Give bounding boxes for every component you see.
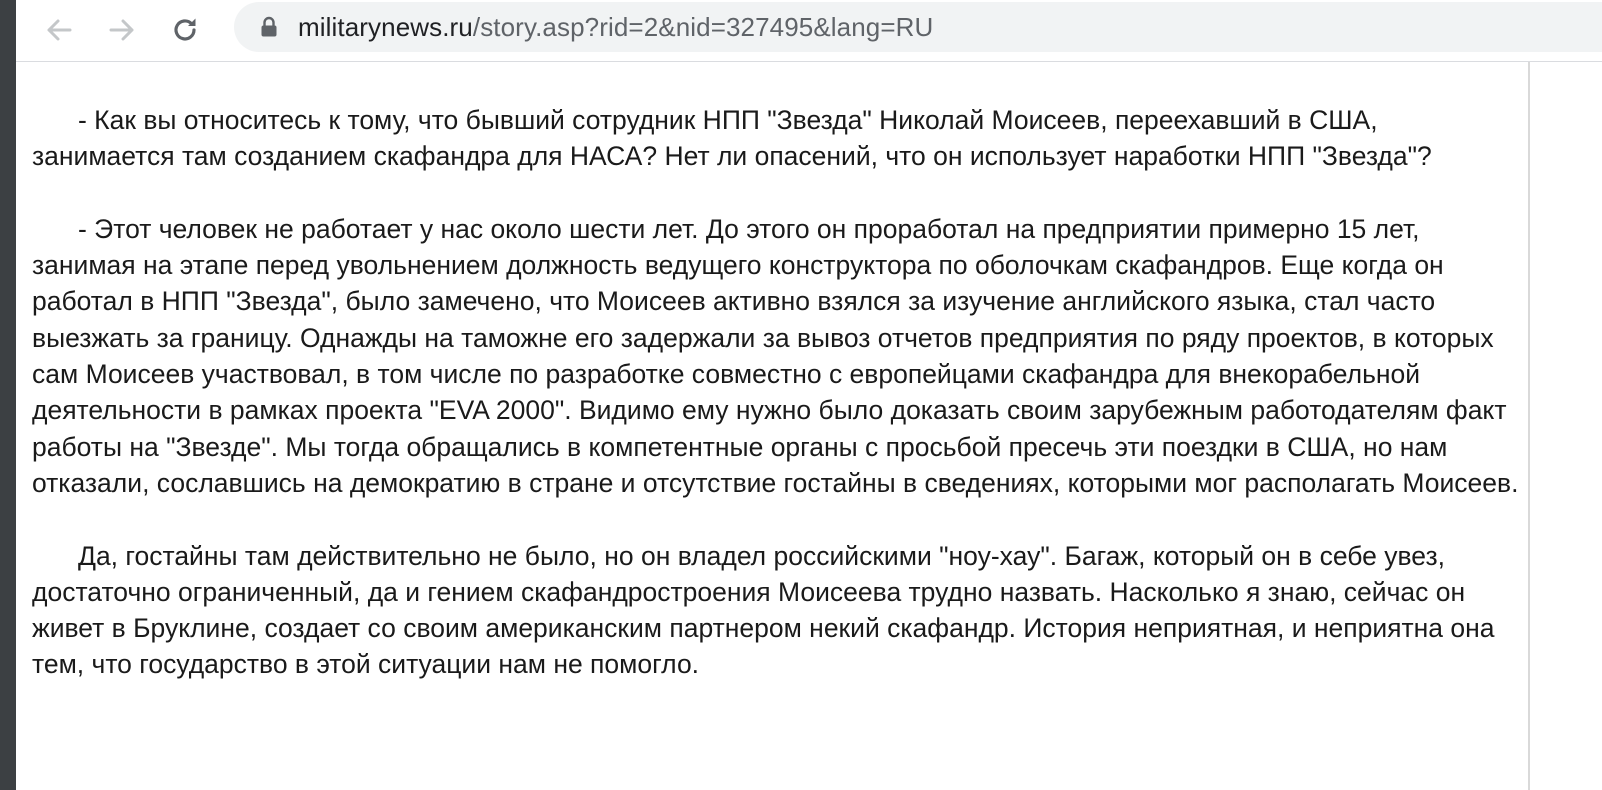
- article-body: [32, 102, 1522, 719]
- forward-button[interactable]: [103, 11, 141, 49]
- reload-button[interactable]: [166, 11, 204, 49]
- reload-icon: [169, 14, 201, 46]
- arrow-right-icon: [107, 15, 137, 45]
- article-paragraph-continuation: Да, гостайны там действительно не было, но он владел российскими "ноу-хау". Багаж, который он в себе увез, достаточно ограниченный, да и гением скафандростроения Моисеева трудно назвать. Насколько я знаю, сейчас он живет в Бруклине, создает со своим американским партнером некий скафандр. История неприятная, и неприятна она тем, что государство в этой ситуации нам не помогло.: [32, 540, 1495, 680]
- url-path: /story.asp?rid=2&nid=327495&lang=RU: [472, 11, 934, 42]
- lock-icon[interactable]: [260, 16, 278, 38]
- article-paragraph-answer: - Этот человек не работает у нас около шести лет. До этого он проработал на предприятии примерно 15 лет, занимая на этапе перед увольнением должность ведущего конструктора по оболочкам скафандров. Еще когда он работал в НПП "Звезда", было замечено, что Моисеев активно взялся за изучение английского языка, стал часто выезжать за границу. Однажды на таможне его задержали за вывоз отчетов предприятия по ряду проектов, в которых сам Моисеев участвовал, в том числе по разработке совместно с европейцами скафандра для внекорабельной деятельности в рамках проекта "EVA 2000". Видимо ему нужно было доказать своим зарубежным работодателям факт работы на "Звезде". Мы тогда обращались в компетентные органы с просьбой пресечь эти поездки в США, но нам отказали, сославшись на демократию в стране и отсутствие гостайны в сведениях, которыми мог располагать Моисеев.: [32, 213, 1519, 498]
- article-paragraph-question: - Как вы относитесь к тому, что бывший сотрудник НПП "Звезда" Николай Моисеев, переехавший в США, занимается там созданием скафандра для НАСА? Нет ли опасений, что он использует наработки НПП "Звезда"?: [32, 105, 1432, 172]
- browser-toolbar: [16, 0, 1602, 62]
- url-host: militarynews.ru: [298, 11, 473, 42]
- back-button[interactable]: [40, 11, 78, 49]
- url-text[interactable]: [298, 12, 933, 43]
- article-panel: [16, 62, 1530, 790]
- address-bar[interactable]: [234, 2, 1602, 52]
- arrow-left-icon: [44, 15, 74, 45]
- window-left-edge: [0, 0, 16, 790]
